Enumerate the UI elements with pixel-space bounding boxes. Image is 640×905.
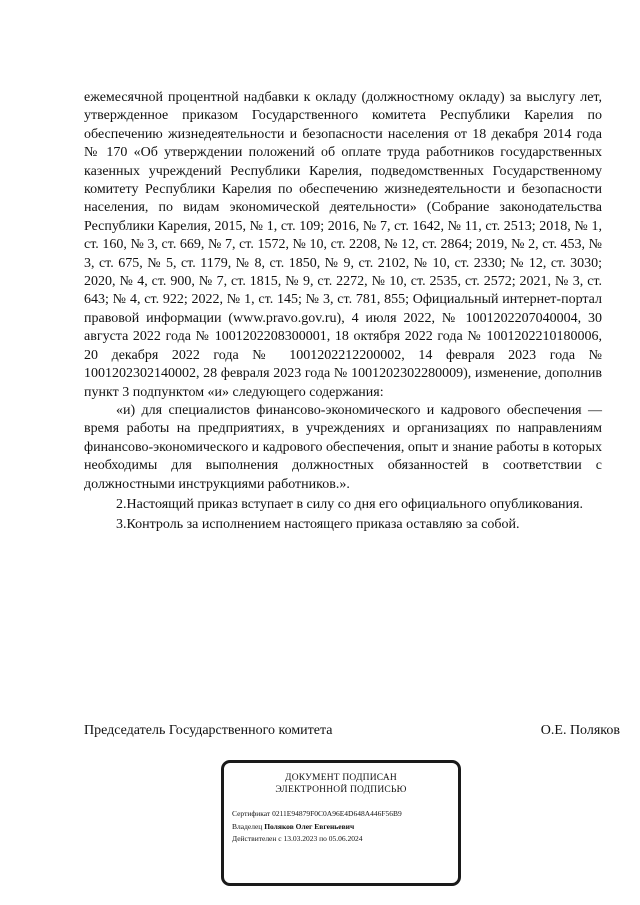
stamp-cert-label: Сертификат <box>232 809 271 818</box>
stamp-title-line1: ДОКУМЕНТ ПОДПИСАН <box>285 773 397 783</box>
signatory-position: Председатель Государственного комитета <box>84 723 333 738</box>
stamp-valid-from-word: с <box>278 834 282 843</box>
stamp-details <box>232 808 458 846</box>
paragraph-control: 3.Контроль за исполнением настоящего приказа оставляю за собой. <box>116 517 520 533</box>
stamp-valid-label: Действителен <box>232 834 277 843</box>
stamp-owner-value: Поляков Олег Евгеньевич <box>264 821 355 831</box>
stamp-cert-value: 0211E94879F0C0A96E4D648A446F56B9 <box>272 809 402 818</box>
stamp-valid-from: 13.03.2023 <box>283 834 318 843</box>
stamp-owner-row <box>232 821 458 834</box>
electronic-signature-stamp <box>221 760 461 886</box>
signature-block <box>84 723 620 739</box>
paragraph-subclause-i: «и) для специалистов финансово-экономического и кадрового обеспечения — время работы на предприятиях, в учреждениях и организациях по направлениям финансово-экономического и кадрового обеспечения, опыт и знание работы в которых необходимы для выполнения должностных обязанностей в соответствии с должностными инструкциями работников.». <box>84 402 602 492</box>
stamp-valid-to: 05.06.2024 <box>328 834 363 843</box>
stamp-title <box>224 772 458 796</box>
stamp-owner-label: Владелец <box>232 821 263 831</box>
paragraph-amendment: ежемесячной процентной надбавки к окладу (должностному окладу) за выслугу лет, утвержденное приказом Государственного комитета Республики Карелия по обеспечению жизнедеятельности и безопасности населения от 18 декабря 2014 года № 170 «Об утверждении положений об оплате труда работников государственных казенных учреждений Республики Карелия, подведомственных Государственному комитету Республики Карелия по обеспечению жизнедеятельности и безопасности населения, по видам экономической деятельности» (Собрание законодательства Республики Карелия, 2015, № 1, ст. 109; 2016, № 7, ст. 1642, № 11, ст. 2513; 2018, № 1, ст. 160, № 3, ст. 669, № 7, ст. 1572, № 10, ст. 2208, № 12, ст. 2864; 2019, № 2, ст. 453, № 3, ст. 675, № 5, ст. 1179, № 8, ст. 1850, № 9, ст. 2102, № 10, ст. 2330; № 12, ст. 3030; 2020, № 4, ст. 900, № 7, ст. 1815, № 9, ст. 2272, № 10, ст. 2535, ст. 2572; 2021, № 3, ст. 643; № 4, ст. 922; 2022, № 1, ст. 145; № 3, ст. 781, 855; Официальный интернет-портал правовой информации (www.pravo.gov.ru), 4 июля 2022, № 1001202207040004, 30 августа 2022 года № 1001202208300001, 18 октября 2022 года № 1001202210180006, 20 декабря 2022 года № 1001202212200002, 14 февраля 2023 года № 1001202302140002, 28 февраля 2023 года № 1001202302280009), изменение, дополнив пункт 3 подпунктом «и» следующего содержания: <box>84 90 602 400</box>
document-body <box>84 89 602 535</box>
stamp-valid-to-word: по <box>319 834 327 843</box>
signatory-name: О.Е. Поляков <box>540 723 620 738</box>
stamp-validity-row <box>232 833 458 846</box>
stamp-title-line2: ЭЛЕКТРОННОЙ ПОДПИСЬЮ <box>275 785 407 795</box>
stamp-certificate-row <box>232 808 458 821</box>
paragraph-effective-date: 2.Настоящий приказ вступает в силу со дня его официального опубликования. <box>116 496 583 512</box>
